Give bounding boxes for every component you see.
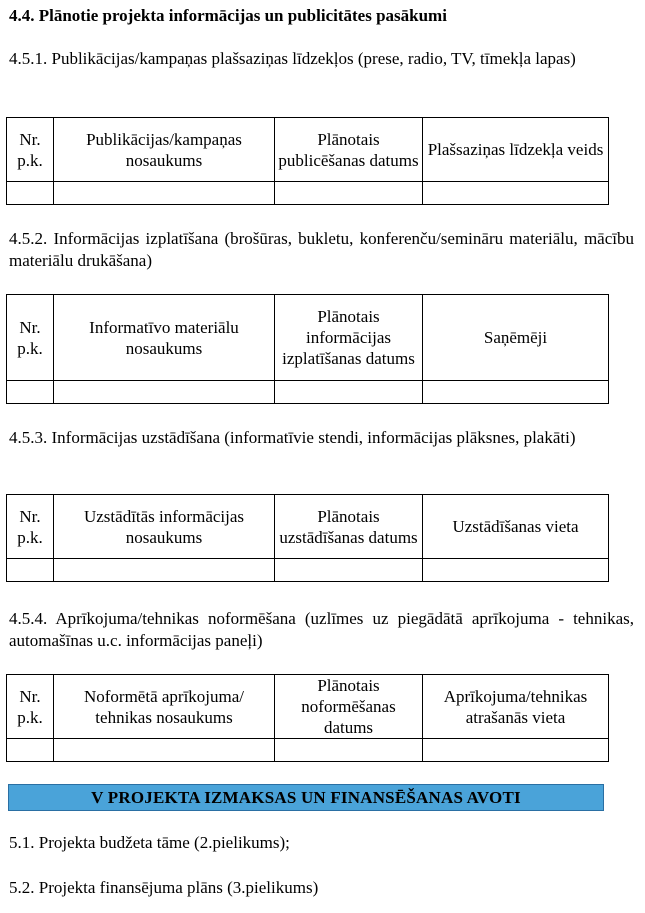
- subsection-title-4-5-1: 4.5.1. Publikācijas/kampaņas plašsaziņas līdzekļos (prese, radio, TV, tīmekļa lapas): [9, 49, 576, 68]
- column-header-date: Plānotais noformēšanas datums: [275, 675, 423, 739]
- table-cell[interactable]: [54, 381, 275, 404]
- list-item-5-2: 5.2. Projekta finansējuma plāns (3.pielikums): [9, 878, 319, 897]
- column-header-name: Noformētā aprīkojuma/ tehnikas nosaukums: [54, 675, 275, 739]
- section-heading-4-4: 4.4. Plānotie projekta informācijas un publicitātes pasākumi: [9, 6, 447, 25]
- table-header-row: [7, 118, 609, 182]
- column-header-name: Publikācijas/kampaņas nosaukums: [54, 118, 275, 182]
- table-row-empty: [7, 739, 609, 762]
- table-cell[interactable]: [423, 739, 609, 762]
- table-cell[interactable]: [275, 559, 423, 582]
- column-header-location: Aprīkojuma/tehnikas atrašanās vieta: [423, 675, 609, 739]
- section-v-bar: [8, 784, 604, 811]
- table-cell[interactable]: [275, 381, 423, 404]
- table-cell[interactable]: [423, 182, 609, 205]
- table-publications: [6, 117, 609, 205]
- table-cell[interactable]: [423, 559, 609, 582]
- subsection-title-4-5-3: 4.5.3. Informācijas uzstādīšana (informatīvie stendi, informācijas plāksnes, plakāti): [9, 428, 576, 447]
- column-header-date: Plānotais informācijas izplatīšanas datums: [275, 295, 423, 381]
- table-cell[interactable]: [7, 739, 54, 762]
- table-installation: [6, 494, 609, 582]
- column-header-name: Uzstādītās informācijas nosaukums: [54, 495, 275, 559]
- table-cell[interactable]: [275, 182, 423, 205]
- column-header-nr: Nr. p.k.: [7, 295, 54, 381]
- table-header-row: [7, 495, 609, 559]
- column-header-nr: Nr. p.k.: [7, 118, 54, 182]
- table-header-row: [7, 675, 609, 739]
- column-header-recipients: Saņēmēji: [423, 295, 609, 381]
- table-cell[interactable]: [423, 381, 609, 404]
- subsection-title-4-5-4: 4.5.4. Aprīkojuma/tehnikas noformēšana (uzlīmes uz piegādātā aprīkojuma - tehnikas, automašīnas u.c. informācijas paneļi): [9, 609, 634, 650]
- list-item-5-1: 5.1. Projekta budžeta tāme (2.pielikums);: [9, 833, 290, 852]
- section-v-title: V PROJEKTA IZMAKSAS UN FINANSĒŠANAS AVOTI: [91, 787, 521, 807]
- column-header-nr: Nr. p.k.: [7, 675, 54, 739]
- table-row-empty: [7, 381, 609, 404]
- column-header-name: Informatīvo materiālu nosaukums: [54, 295, 275, 381]
- table-row-empty: [7, 559, 609, 582]
- column-header-type: Plašsaziņas līdzekļa veids: [423, 118, 609, 182]
- table-header-row: [7, 295, 609, 381]
- column-header-location: Uzstādīšanas vieta: [423, 495, 609, 559]
- table-cell[interactable]: [275, 739, 423, 762]
- subsection-title-4-5-2: 4.5.2. Informācijas izplatīšana (brošūras, bukletu, konferenču/semināru materiālu, mācību materiālu drukāšana): [9, 229, 634, 270]
- table-cell[interactable]: [7, 559, 54, 582]
- column-header-date: Plānotais uzstādīšanas datums: [275, 495, 423, 559]
- table-cell[interactable]: [7, 381, 54, 404]
- table-cell[interactable]: [54, 182, 275, 205]
- table-cell[interactable]: [54, 559, 275, 582]
- table-cell[interactable]: [7, 182, 54, 205]
- table-distribution: [6, 294, 609, 404]
- column-header-date: Plānotais publicēšanas datums: [275, 118, 423, 182]
- table-row-empty: [7, 182, 609, 205]
- column-header-nr: Nr. p.k.: [7, 495, 54, 559]
- table-cell[interactable]: [54, 739, 275, 762]
- table-equipment: [6, 674, 609, 762]
